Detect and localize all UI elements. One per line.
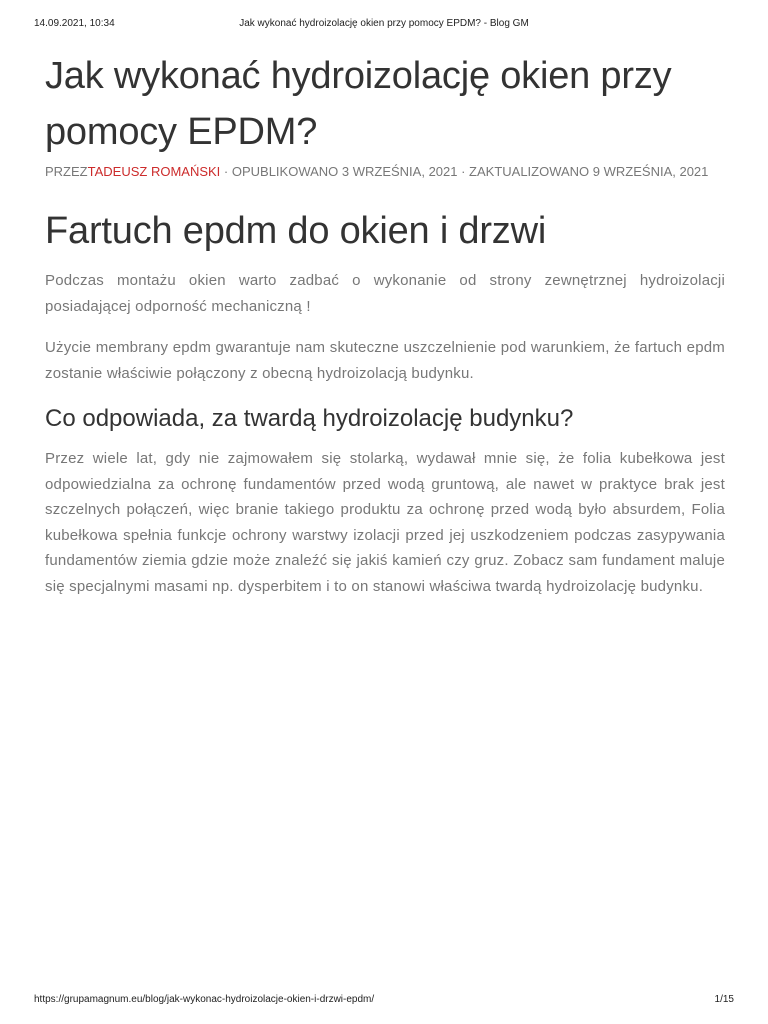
print-datetime: 14.09.2021, 10:34 bbox=[34, 18, 115, 29]
meta-published: · OPUBLIKOWANO 3 WRZEŚNIA, 2021 bbox=[220, 164, 458, 179]
paragraph-intro: Podczas montażu okien warto zadbać o wykonanie od strony zewnętrznej hydroizolacji posiadającej odporność mechaniczną ! bbox=[45, 272, 725, 315]
print-page-title: Jak wykonać hydroizolację okien przy pomocy EPDM? - Blog GM bbox=[239, 18, 529, 29]
print-header bbox=[34, 18, 734, 32]
paragraph-foundation: Przez wiele lat, gdy nie zajmowałem się stolarką, wydawał mnie się, że folia kubełkowa jest odpowiedzialna za ochronę fundamentów przed wodą gruntową, ale nawet w praktyce brak jest szczelnych połączeń, więc branie takiego produktu za ochronę przed wodą było absurdem, Folia kubełkowa spełnia funkcje ochrony warstwy izolacji przed jej uszkodzeniem podczas zasypywania fundamentów ziemia gdzie może znaleźć się jakiś kamień czy gruz. Zobacz sam fundament maluje się specjalnymi masami np. dysperbitem i to on stanowi właściwa twardą hydroizolację budynku. bbox=[45, 450, 725, 595]
article-meta bbox=[45, 164, 725, 179]
author-link[interactable]: TADEUSZ ROMAŃSKI bbox=[87, 164, 221, 179]
meta-updated: · ZAKTUALIZOWANO 9 WRZEŚNIA, 2021 bbox=[457, 164, 709, 179]
print-url: https://grupamagnum.eu/blog/jak-wykonac-hydroizolacje-okien-i-drzwi-epdm/ bbox=[34, 994, 375, 1005]
print-page-number: 1/15 bbox=[714, 994, 734, 1005]
meta-by-label: PRZEZ bbox=[45, 164, 88, 179]
paragraph-membrane: Użycie membrany epdm gwarantuje nam skuteczne uszczelnienie pod warunkiem, że fartuch epdm zostanie właściwie połączony z obecną hydroizolacją budynku. bbox=[45, 339, 725, 382]
subsection-heading: Co odpowiada, za twardą hydroizolację budynku? bbox=[45, 405, 574, 432]
section-heading: Fartuch epdm do okien i drzwi bbox=[45, 210, 547, 252]
article-title: Jak wykonać hydroizolację okien przy pomocy EPDM? bbox=[45, 55, 672, 153]
article-content bbox=[45, 48, 725, 599]
print-footer bbox=[34, 994, 734, 1008]
